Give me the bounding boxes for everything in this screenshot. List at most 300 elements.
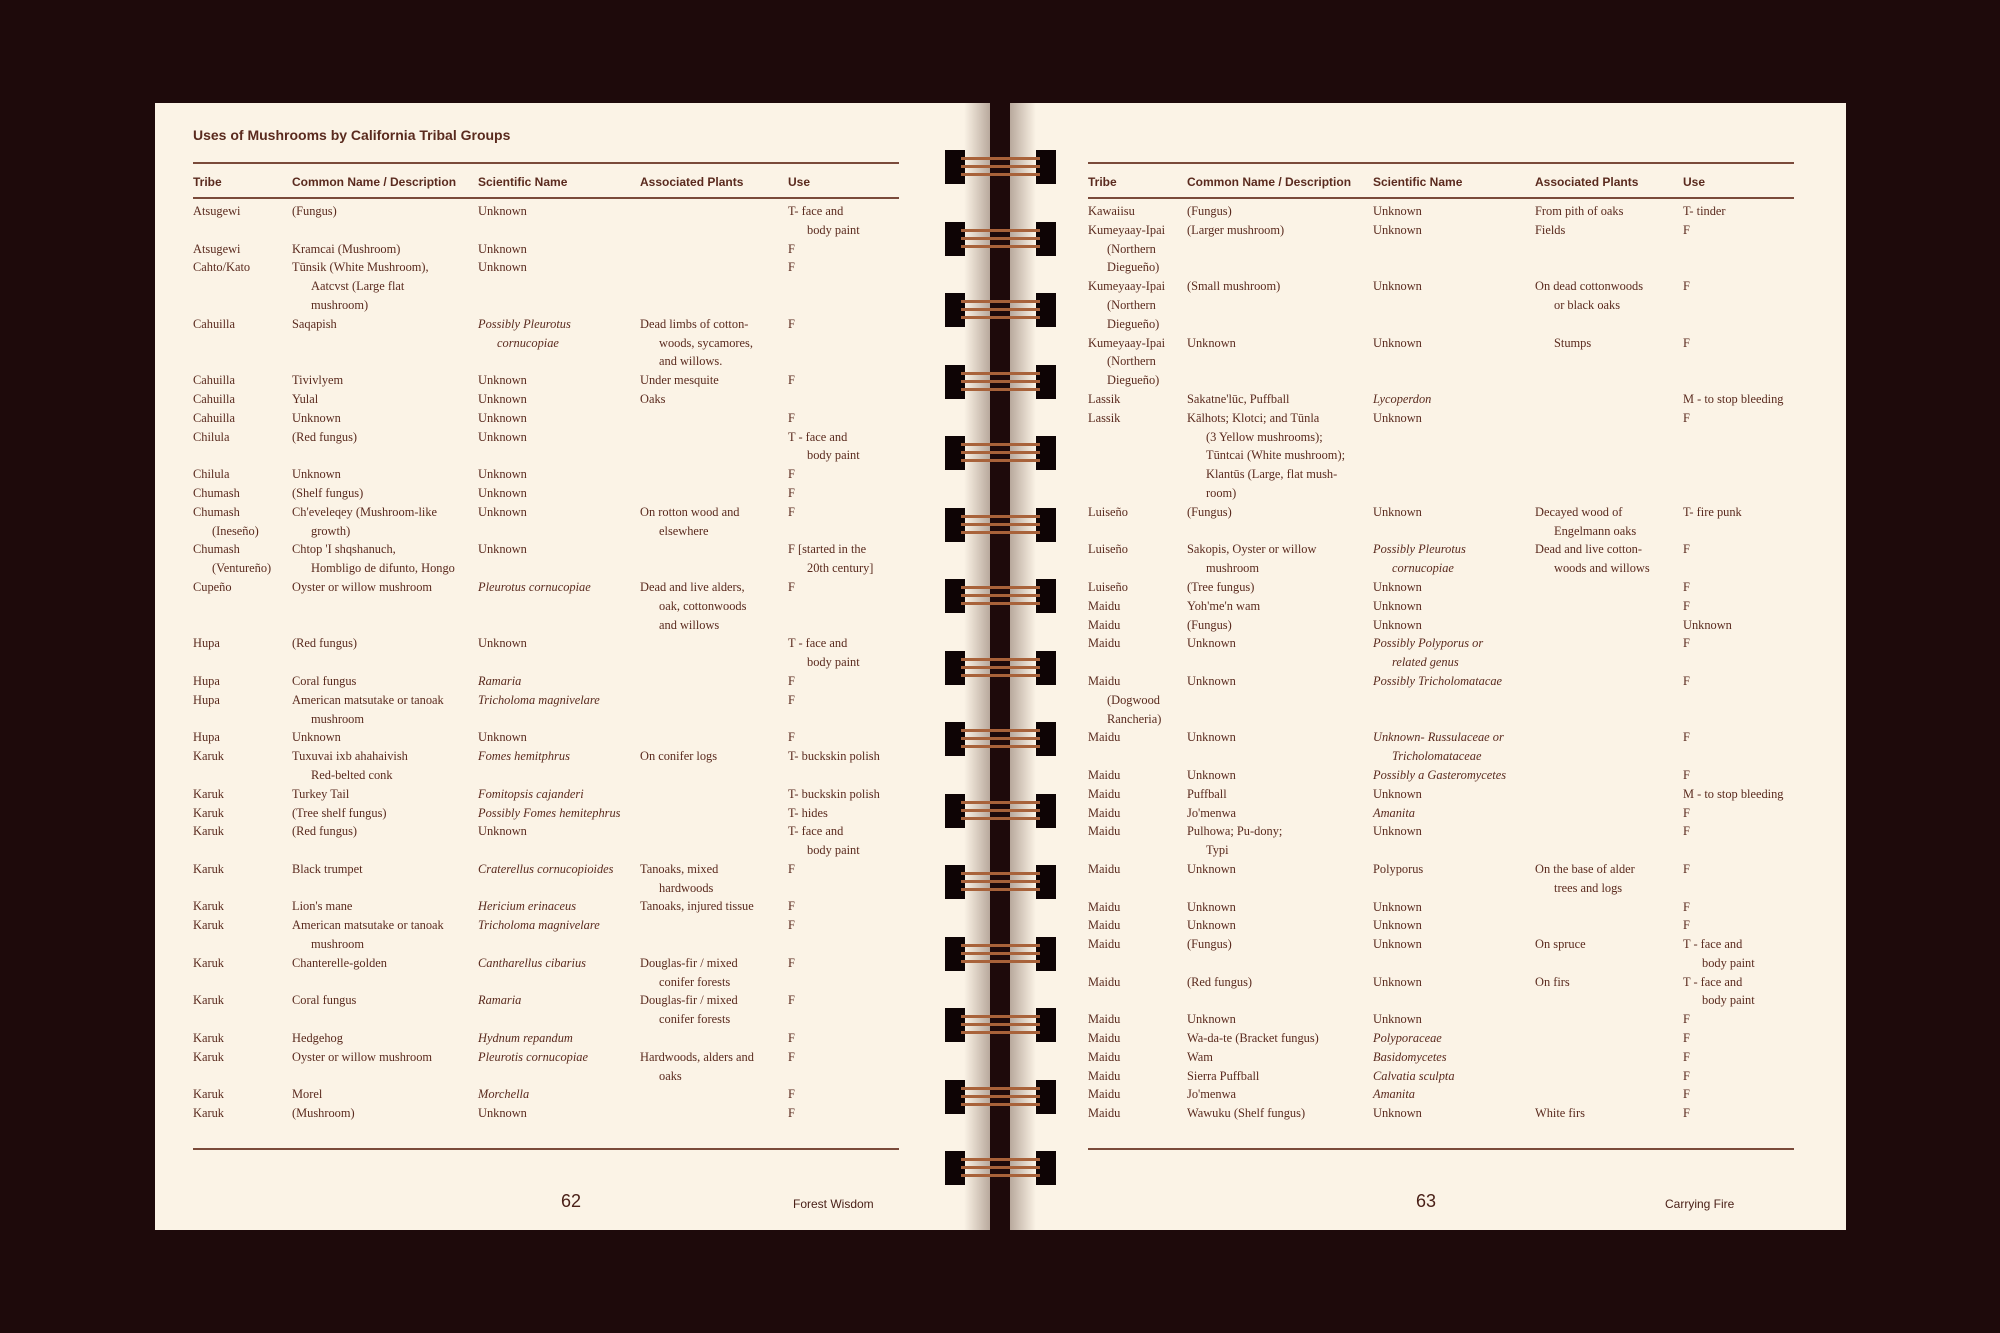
tribe-cell-line: Karuk xyxy=(193,899,224,914)
tribe-cell-line: Cahto/Kato xyxy=(193,260,251,275)
scientific-name-cell xyxy=(478,822,527,841)
scientific-name-cell xyxy=(478,860,613,879)
scientific-name-cell-line: Unknown xyxy=(478,542,527,557)
common-name-cell-line: Saqapish xyxy=(292,316,337,331)
use-cell-line: F xyxy=(788,1087,795,1102)
common-name-cell-line: (3 Yellow mushrooms); xyxy=(1206,429,1323,444)
table-row xyxy=(1088,634,1794,672)
use-cell xyxy=(1683,804,1690,823)
common-name-cell-line: Tūntcai (White mushroom); xyxy=(1206,448,1346,463)
tribe-cell-line: Maidu xyxy=(1088,673,1121,688)
scientific-name-cell xyxy=(478,202,527,221)
use-cell xyxy=(1683,1048,1690,1067)
use-cell xyxy=(788,240,795,259)
scientific-name-cell-line: Tricholoma magnivelare xyxy=(478,692,600,707)
associated-plants-cell-line: or black oaks xyxy=(1554,297,1621,312)
common-name-cell-line: (Shelf fungus) xyxy=(292,485,364,500)
scientific-name-cell-line: Unknown xyxy=(1373,937,1422,952)
table-row xyxy=(1088,1104,1794,1123)
scientific-name-cell-line: related genus xyxy=(1392,655,1459,670)
table-row xyxy=(1088,916,1794,935)
tribe-cell xyxy=(1088,503,1128,522)
table-row xyxy=(193,691,899,729)
scientific-name-cell xyxy=(478,540,527,559)
tribe-cell-line: Karuk xyxy=(193,1049,224,1064)
scientific-name-cell-line: Morchella xyxy=(478,1087,530,1102)
header-rule xyxy=(1088,197,1794,199)
associated-plants-cell xyxy=(1535,334,1591,353)
scientific-name-cell-line: Amanita xyxy=(1373,805,1415,820)
tribe-cell xyxy=(193,202,241,221)
scientific-name-cell-line: cornucopiae xyxy=(1392,561,1454,576)
scientific-name-cell-line: Calvatia sculpta xyxy=(1373,1068,1455,1083)
common-name-cell xyxy=(1187,1029,1319,1048)
tribe-cell xyxy=(1088,766,1120,785)
use-cell xyxy=(788,428,860,466)
associated-plants-cell xyxy=(1535,503,1636,541)
use-cell xyxy=(788,954,795,973)
table-row xyxy=(1088,1085,1794,1104)
tribe-cell-line: Kumeyaay-Ipai xyxy=(1088,279,1166,294)
header-common-name: Common Name / Description xyxy=(1187,175,1352,189)
use-cell-line: M - to stop bleeding xyxy=(1683,786,1784,801)
common-name-cell-line: Hombligo de difunto, Hongo xyxy=(311,561,455,576)
tribe-cell xyxy=(1088,578,1128,597)
scientific-name-cell xyxy=(478,240,527,259)
associated-plants-cell xyxy=(1535,221,1565,240)
use-cell xyxy=(788,465,795,484)
use-cell-line: F xyxy=(788,410,795,425)
common-name-cell-line: (Red fungus) xyxy=(1187,974,1253,989)
common-name-cell xyxy=(292,371,343,390)
use-cell-line: F xyxy=(1683,899,1690,914)
tribe-cell-line: Rancheria) xyxy=(1107,711,1162,726)
table-row xyxy=(1088,503,1794,541)
tribe-cell-line: (Northern xyxy=(1107,354,1156,369)
use-cell-line: F xyxy=(1683,636,1690,651)
associated-plants-cell-line: oak, cottonwoods xyxy=(659,598,747,613)
tribe-cell-line: Cahuilla xyxy=(193,410,235,425)
use-cell-line: F xyxy=(1683,1106,1690,1121)
tribe-cell-line: Luiseño xyxy=(1088,504,1128,519)
table-row xyxy=(1088,1029,1794,1048)
use-cell-line: T- buckskin polish xyxy=(788,749,880,764)
use-cell-line: F xyxy=(788,673,795,688)
tribe-cell-line: Karuk xyxy=(193,918,224,933)
header-scientific-name: Scientific Name xyxy=(1373,175,1463,189)
table-row xyxy=(1088,973,1794,1011)
scientific-name-cell-line: Unknown xyxy=(478,410,527,425)
common-name-cell xyxy=(1187,1010,1236,1029)
associated-plants-cell-line: Decayed wood of xyxy=(1535,504,1623,519)
tribe-cell xyxy=(193,371,235,390)
use-cell xyxy=(1683,860,1690,879)
use-cell xyxy=(788,916,795,935)
associated-plants-cell-line: hardwoods xyxy=(659,880,714,895)
tribe-cell-line: Karuk xyxy=(193,1087,224,1102)
scientific-name-cell xyxy=(1373,785,1422,804)
scientific-name-cell xyxy=(1373,822,1422,841)
tribe-cell-line: Luiseño xyxy=(1088,542,1128,557)
table-row xyxy=(193,409,899,428)
table-row xyxy=(193,991,899,1029)
associated-plants-cell xyxy=(640,860,718,898)
associated-plants-cell-line: Dead and live cotton- xyxy=(1535,542,1643,557)
table-row xyxy=(193,371,899,390)
tribe-cell xyxy=(1088,1067,1120,1086)
tribe-cell-line: (Ventureño) xyxy=(212,561,272,576)
tribe-cell-line: Maidu xyxy=(1088,1106,1121,1121)
table-row xyxy=(193,860,899,898)
scientific-name-cell xyxy=(478,634,527,653)
tribe-cell-line: Diegueño) xyxy=(1107,373,1160,388)
use-cell-line: body paint xyxy=(1702,955,1755,970)
table-row xyxy=(1088,1010,1794,1029)
tribe-cell-line: Maidu xyxy=(1088,824,1121,839)
common-name-cell xyxy=(292,672,356,691)
use-cell-line: F xyxy=(788,1106,795,1121)
common-name-cell xyxy=(292,691,444,729)
scientific-name-cell-line: Polyporaceae xyxy=(1373,1031,1442,1046)
common-name-cell-line: Pulhowa; Pu-dony; xyxy=(1187,824,1283,839)
tribe-cell xyxy=(1088,822,1120,841)
associated-plants-cell xyxy=(640,390,665,409)
scientific-name-cell-line: Amanita xyxy=(1373,1087,1415,1102)
common-name-cell xyxy=(292,465,341,484)
use-cell xyxy=(788,672,795,691)
tribe-cell-line: Karuk xyxy=(193,805,224,820)
table-row xyxy=(193,954,899,992)
use-cell xyxy=(788,860,795,879)
use-cell-line: F xyxy=(1683,410,1690,425)
scientific-name-cell-line: Unknown xyxy=(1373,974,1422,989)
use-cell xyxy=(788,822,860,860)
common-name-cell xyxy=(292,202,337,221)
common-name-cell-line: Unknown xyxy=(1187,730,1236,745)
use-cell-line: body paint xyxy=(807,222,860,237)
use-cell-line: F xyxy=(788,1049,795,1064)
common-name-cell-line: Sierra Puffball xyxy=(1187,1068,1260,1083)
table-row xyxy=(193,804,899,823)
tribe-cell xyxy=(1088,1104,1120,1123)
table-row xyxy=(193,578,899,634)
scientific-name-cell-line: Fomes hemitphrus xyxy=(478,749,570,764)
scientific-name-cell-line: Possibly Pleurotus xyxy=(478,316,571,331)
scientific-name-cell xyxy=(1373,616,1422,635)
use-cell xyxy=(1683,822,1690,841)
associated-plants-cell-line: On the base of alder xyxy=(1535,861,1635,876)
tribe-cell xyxy=(1088,804,1120,823)
use-cell xyxy=(1683,221,1690,240)
scientific-name-cell xyxy=(478,465,527,484)
scientific-name-cell xyxy=(1373,1104,1422,1123)
tribe-cell xyxy=(193,860,224,879)
scientific-name-cell xyxy=(478,578,591,597)
tribe-cell-line: Karuk xyxy=(193,1106,224,1121)
use-cell xyxy=(1683,766,1690,785)
tribe-cell xyxy=(1088,540,1128,559)
use-cell xyxy=(1683,1010,1690,1029)
scientific-name-cell-line: Unknown xyxy=(478,241,527,256)
table-row xyxy=(193,484,899,503)
table-row xyxy=(1088,202,1794,221)
scientific-name-cell-line: Fomitopsis cajanderi xyxy=(478,786,584,801)
top-rule xyxy=(1088,162,1794,164)
associated-plants-cell-line: and willows. xyxy=(659,354,723,369)
use-cell xyxy=(1683,597,1690,616)
use-cell-line: F xyxy=(1683,861,1690,876)
associated-plants-cell xyxy=(1535,202,1623,221)
common-name-cell-line: Morel xyxy=(292,1087,323,1102)
scientific-name-cell xyxy=(1373,597,1422,616)
common-name-cell-line: (Fungus) xyxy=(1187,617,1232,632)
associated-plants-cell-line: White firs xyxy=(1535,1106,1585,1121)
associated-plants-cell xyxy=(640,954,738,992)
scientific-name-cell-line: Unknown xyxy=(1373,786,1422,801)
mushroom-table-right xyxy=(1088,202,1794,1123)
common-name-cell-line: Unknown xyxy=(292,467,341,482)
use-cell xyxy=(788,1048,795,1067)
tribe-cell-line: Diegueño) xyxy=(1107,316,1160,331)
common-name-cell-line: mushroom xyxy=(311,711,365,726)
tribe-cell xyxy=(1088,672,1161,728)
scientific-name-cell-line: Unknown xyxy=(1373,617,1422,632)
use-cell-line: F xyxy=(788,918,795,933)
use-cell-line: F xyxy=(1683,598,1690,613)
common-name-cell-line: Tivivlyem xyxy=(292,373,344,388)
common-name-cell-line: Kālhots; Klotci; and Tūnla xyxy=(1187,410,1320,425)
use-cell-line: F xyxy=(788,241,795,256)
common-name-cell xyxy=(1187,822,1282,860)
associated-plants-cell-line: elsewhere xyxy=(659,523,709,538)
common-name-cell xyxy=(1187,728,1236,747)
associated-plants-cell-line: Tanoaks, injured tissue xyxy=(640,899,754,914)
use-cell xyxy=(788,484,795,503)
common-name-cell xyxy=(1187,202,1232,221)
common-name-cell xyxy=(1187,766,1236,785)
header-scientific-name: Scientific Name xyxy=(478,175,568,189)
common-name-cell xyxy=(292,897,352,916)
scientific-name-cell-line: Cantharellus cibarius xyxy=(478,955,586,970)
page-number: 63 xyxy=(1416,1191,1437,1211)
common-name-cell xyxy=(292,804,387,823)
tribe-cell-line: Maidu xyxy=(1088,617,1121,632)
scientific-name-cell-line: Unknown xyxy=(1373,918,1422,933)
common-name-cell xyxy=(292,258,429,314)
scientific-name-cell xyxy=(478,804,620,823)
tribe-cell-line: Atsugewi xyxy=(193,241,241,256)
use-cell-line: T- face and xyxy=(788,204,844,218)
tribe-cell xyxy=(193,315,235,334)
use-cell xyxy=(1683,935,1755,973)
common-name-cell-line: Unknown xyxy=(292,410,341,425)
common-name-cell-line: (Red fungus) xyxy=(292,824,358,839)
use-cell-line: F xyxy=(788,993,795,1008)
use-cell xyxy=(1683,578,1690,597)
tribe-cell-line: Karuk xyxy=(193,861,224,876)
spiral-binding xyxy=(943,150,1058,1190)
associated-plants-cell-line: Oaks xyxy=(640,391,666,406)
tribe-cell-line: (Northern xyxy=(1107,241,1156,256)
tribe-cell xyxy=(193,954,224,973)
use-cell-line: F xyxy=(788,579,795,594)
table-row xyxy=(1088,672,1794,728)
common-name-cell xyxy=(292,1029,343,1048)
scientific-name-cell xyxy=(1373,728,1504,766)
use-cell xyxy=(1683,202,1726,221)
use-cell-line: body paint xyxy=(807,655,860,670)
tribe-cell xyxy=(193,1104,224,1123)
common-name-cell-line: Turkey Tail xyxy=(292,786,350,801)
scientific-name-cell-line: Polyporus xyxy=(1373,861,1424,876)
tribe-cell-line: Luiseño xyxy=(1088,579,1128,594)
common-name-cell-line: American matsutake or tanoak xyxy=(292,692,444,707)
common-name-cell-line: (Tree shelf fungus) xyxy=(292,805,387,820)
table-row xyxy=(1088,785,1794,804)
tribe-cell-line: Diegueño) xyxy=(1107,260,1160,275)
common-name-cell-line: Yoh'me'n wam xyxy=(1187,598,1261,613)
associated-plants-cell xyxy=(640,315,753,371)
tribe-cell xyxy=(1088,1085,1120,1104)
common-name-cell-line: Klantūs (Large, flat mush- xyxy=(1206,467,1338,482)
header-associated-plants: Associated Plants xyxy=(1535,175,1639,189)
associated-plants-cell xyxy=(1535,540,1650,578)
tribe-cell xyxy=(193,240,241,259)
associated-plants-cell-line: Fields xyxy=(1535,222,1566,237)
use-cell xyxy=(788,258,795,277)
scientific-name-cell xyxy=(1373,202,1422,221)
associated-plants-cell xyxy=(640,897,754,916)
use-cell-line: F xyxy=(1683,767,1690,782)
associated-plants-cell-line: trees and logs xyxy=(1554,880,1623,895)
binding-ring xyxy=(943,150,1058,184)
tribe-cell-line: Maidu xyxy=(1088,767,1121,782)
common-name-cell xyxy=(1187,1104,1305,1123)
scientific-name-cell-line: Tricholoma magnivelare xyxy=(478,918,600,933)
tribe-cell-line: Hupa xyxy=(193,692,220,707)
scientific-name-cell xyxy=(478,428,527,447)
common-name-cell xyxy=(292,822,357,841)
use-cell xyxy=(1683,916,1690,935)
use-cell-line: F xyxy=(788,861,795,876)
scientific-name-cell-line: Unknown xyxy=(1373,222,1422,237)
use-cell-line: T - face and xyxy=(788,636,848,651)
scientific-name-cell-line: Unknown xyxy=(478,429,527,444)
scientific-name-cell-line: Unknown xyxy=(478,467,527,482)
common-name-cell xyxy=(1187,785,1227,804)
associated-plants-cell xyxy=(640,991,738,1029)
use-cell-line: T- hides xyxy=(788,805,828,820)
tribe-cell xyxy=(193,672,220,691)
common-name-cell-line: Unknown xyxy=(1187,918,1236,933)
use-cell-line: F xyxy=(1683,1087,1690,1102)
common-name-cell-line: Wa-da-te (Bracket fungus) xyxy=(1187,1031,1319,1046)
table-row xyxy=(193,785,899,804)
tribe-cell-line: Hupa xyxy=(193,673,220,688)
common-name-cell xyxy=(292,634,357,653)
use-cell-line: T- buckskin polish xyxy=(788,786,880,801)
associated-plants-cell-line: Tanoaks, mixed xyxy=(640,861,719,876)
use-cell xyxy=(788,691,795,710)
tribe-cell-line: Hupa xyxy=(193,636,220,651)
use-cell-line: F xyxy=(1683,805,1690,820)
associated-plants-cell-line: conifer forests xyxy=(659,1012,731,1027)
use-cell-line: body paint xyxy=(807,843,860,858)
common-name-cell-line: Oyster or willow mushroom xyxy=(292,1049,433,1064)
associated-plants-cell xyxy=(640,371,719,390)
tribe-cell-line: Maidu xyxy=(1088,1031,1121,1046)
tribe-cell xyxy=(1088,634,1120,653)
use-cell xyxy=(1683,540,1690,559)
common-name-cell-line: mushroom xyxy=(311,937,365,952)
scientific-name-cell xyxy=(478,897,576,916)
tribe-cell xyxy=(193,691,220,710)
scientific-name-cell xyxy=(478,1104,527,1123)
tribe-cell xyxy=(193,258,250,277)
common-name-cell-line: Puffball xyxy=(1187,786,1227,801)
use-cell-line: F xyxy=(788,504,795,519)
associated-plants-cell-line: On dead cottonwoods xyxy=(1535,279,1644,294)
tribe-cell-line: Hupa xyxy=(193,730,220,745)
common-name-cell-line: (Mushroom) xyxy=(292,1106,355,1121)
tribe-cell-line: Maidu xyxy=(1088,861,1121,876)
common-name-cell-line: Lion's mane xyxy=(292,899,353,914)
common-name-cell xyxy=(1187,390,1289,409)
scientific-name-cell-line: Unknown xyxy=(1373,410,1422,425)
tribe-cell xyxy=(193,897,224,916)
tribe-cell-line: Karuk xyxy=(193,993,224,1008)
tribe-cell-line: Kawaiisu xyxy=(1088,204,1135,218)
scientific-name-cell-line: Unknown xyxy=(478,373,527,388)
common-name-cell-line: Tuxuvai ixb ahahaivish xyxy=(292,749,408,764)
common-name-cell xyxy=(1187,578,1254,597)
associated-plants-cell-line: On rotton wood and xyxy=(640,504,740,519)
scientific-name-cell-line: Unknown xyxy=(478,504,527,519)
common-name-cell xyxy=(292,315,337,334)
table-row xyxy=(193,1104,899,1123)
binding-ring xyxy=(943,937,1058,971)
tribe-cell xyxy=(193,991,224,1010)
tribe-cell-line: Atsugewi xyxy=(193,204,241,218)
binding-ring xyxy=(943,1008,1058,1042)
use-cell xyxy=(1683,503,1742,522)
scientific-name-cell xyxy=(478,728,527,747)
associated-plants-cell xyxy=(1535,935,1586,954)
binding-ring xyxy=(943,651,1058,685)
tribe-cell xyxy=(193,785,224,804)
tribe-cell xyxy=(193,1029,224,1048)
tribe-cell xyxy=(193,822,224,841)
scientific-name-cell xyxy=(1373,804,1415,823)
tribe-cell-line: Maidu xyxy=(1088,899,1121,914)
tribe-cell xyxy=(1088,728,1120,747)
table-row xyxy=(1088,334,1794,390)
scientific-name-cell xyxy=(1373,221,1422,240)
scientific-name-cell xyxy=(478,1085,529,1104)
scientific-name-cell-line: Hydnum repandum xyxy=(478,1031,573,1046)
common-name-cell xyxy=(1187,634,1236,653)
scientific-name-cell xyxy=(1373,503,1422,522)
common-name-cell-line: Chtop 'I shqshanuch, xyxy=(292,542,396,557)
associated-plants-cell xyxy=(640,578,746,634)
common-name-cell-line: Red-belted conk xyxy=(311,767,393,782)
associated-plants-cell xyxy=(1535,1104,1585,1123)
use-cell xyxy=(1683,390,1784,409)
table-row xyxy=(193,1048,899,1086)
tribe-cell-line: Karuk xyxy=(193,749,224,764)
table-row xyxy=(193,390,899,409)
tribe-cell xyxy=(193,634,220,653)
